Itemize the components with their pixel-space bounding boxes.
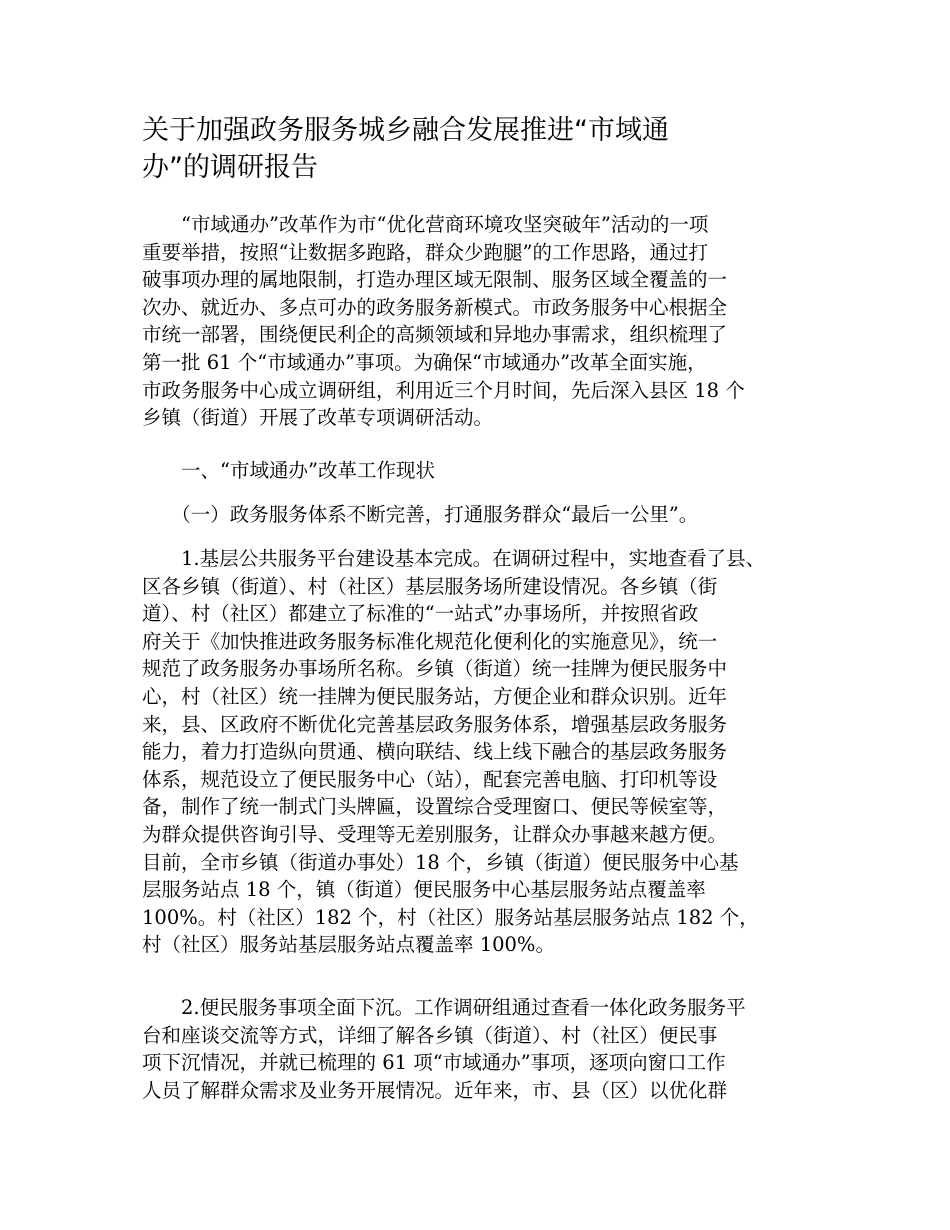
text-line: 人员了解群众需求及业务开展情况。近年来，市、县（区）以优化群	[142, 1078, 728, 1102]
text-line: 2.便民服务事项全面下沉。工作调研组通过查看一体化政务服务平	[142, 996, 746, 1019]
text-line: 第一批 61 个“市域通办”事项。为确保“市域通办”改革全面实施，	[142, 350, 707, 374]
text-line: 乡镇（街道）开展了改革专项调研活动。	[142, 406, 494, 430]
text-line: 能力，着力打造纵向贯通、横向联结、线上线下融合的基层政务服务	[142, 740, 728, 764]
subsection-heading	[142, 501, 822, 529]
text-line: 重要举措，按照“让数据多跑路，群众少跑腿”的工作思路，通过打	[142, 240, 708, 264]
text-line: 市统一部署，围绕便民利企的高频领域和异地办事需求，组织梳理了	[142, 323, 728, 347]
text-line: 破事项办理的属地限制，打造办理区域无限制、服务区域全覆盖的一	[142, 268, 728, 292]
text-line: 心，村（社区）统一挂牌为便民服务站，方便企业和群众识别。近年	[142, 684, 728, 708]
text-line: 来，县、区政府不断优化完善基层政务服务体系，增强基层政务服务	[142, 712, 728, 736]
text-line: 体系，规范设立了便民服务中心（站），配套完善电脑、打印机等设	[142, 767, 718, 791]
text-line: 规范了政务服务办事场所名称。乡镇（街道）统一挂牌为便民服务中	[142, 657, 728, 681]
text-line: 为群众提供咨询引导、受理等无差别服务，让群众办事越来越方便。	[142, 822, 728, 846]
body-paragraph-1	[142, 545, 822, 959]
section-heading	[142, 457, 822, 485]
subsection-heading-text: （一）政务服务体系不断完善，打通服务群众“最后一公里”。	[142, 503, 699, 526]
text-line: 目前，全市乡镇（街道办事处）18 个，乡镇（街道）便民服务中心基	[142, 850, 739, 874]
title-line: 关于加强政务服务城乡融合发展推进“市域通	[142, 115, 669, 146]
text-line: 市政务服务中心成立调研组，利用近三个月时间，先后深入县区 18 个	[142, 378, 745, 402]
text-line: 1.基层公共服务平台建设基本完成。在调研过程中，实地查看了县、	[142, 547, 766, 570]
section-heading-text: 一、“市域通办”改革工作现状	[142, 459, 435, 482]
text-line: 层服务站点 18 个，镇（街道）便民服务中心基层服务站点覆盖率	[142, 878, 706, 902]
text-line: 备，制作了统一制式门头牌匾，设置综合受理窗口、便民等候室等，	[142, 795, 728, 819]
title-line: 办”的调研报告	[142, 152, 318, 183]
text-line: 次办、就近办、多点可办的政务服务新模式。市政务服务中心根据全	[142, 295, 728, 319]
text-line: 项下沉情况，并就已梳理的 61 项“市域通办”事项，逐项向窗口工作	[142, 1051, 726, 1075]
text-line: 区各乡镇（街道）、村（社区）基层服务场所建设情况。各乡镇（街	[142, 574, 718, 598]
text-line: 村（社区）服务站基层服务站点覆盖率 100%。	[142, 933, 555, 957]
text-line: 台和座谈交流等方式，详细了解各乡镇（街道）、村（社区）便民事	[142, 1023, 718, 1047]
body-paragraph-2	[142, 994, 822, 1104]
text-line: 府关于《加快推进政务服务标准化规范化便利化的实施意见》，统一	[142, 629, 718, 653]
text-line: “市域通办”改革作为市“优化营商环境攻坚突破年”活动的一项	[142, 213, 709, 236]
text-line: 100%。村（社区）182 个，村（社区）服务站基层服务站点 182 个，	[142, 905, 759, 929]
document-title	[142, 112, 822, 186]
intro-paragraph	[142, 211, 822, 432]
text-line: 道）、村（社区）都建立了标准的“一站式”办事场所，并按照省政	[142, 602, 699, 626]
